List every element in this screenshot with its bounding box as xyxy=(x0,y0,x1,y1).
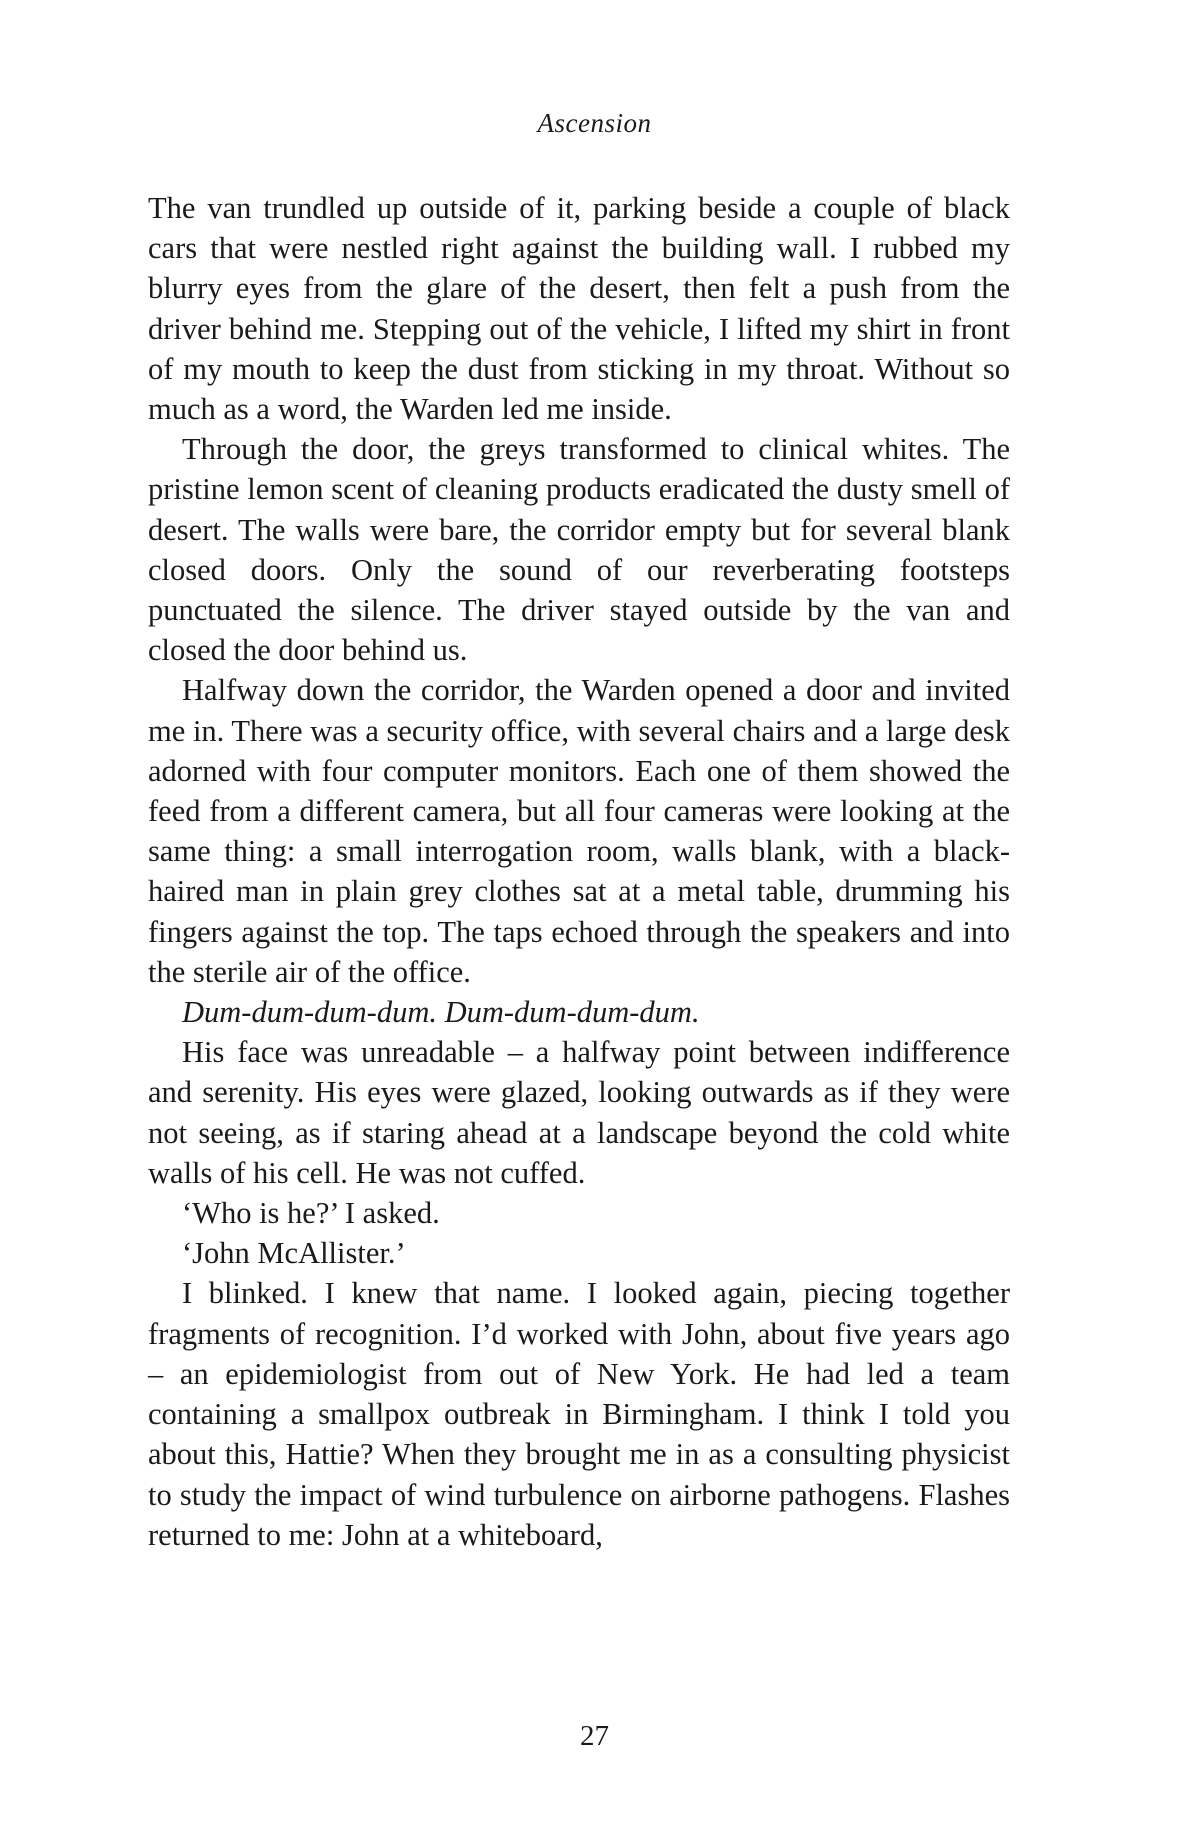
paragraph-van-arrival: The van trundled up outside of it, parking beside a couple of black cars that were nestled right against the building wall. I rubbed my blurry eyes from the glare of the desert, then felt a push from the driver behind me. Stepping out of the vehicle, I lifted my shirt in front of my mouth to keep the dust from sticking in my throat. Without so much as a word, the Warden led me inside. xyxy=(148,191,1010,427)
paragraph-drumming-sound: Dum-dum-dum-dum. Dum-dum-dum-dum. xyxy=(182,995,700,1030)
paragraph-recognition: I blinked. I knew that name. I looked again, piecing together fragments of recognition. I’d worked with John, about five years ago – an epidemiologist from out of New York. He had led a team containing a smallpox outbreak in Birmingham. I think I told you about this, Hattie? When they brought me in as a consulting physicist to study the impact of wind turbulence on airborne pathogens. Flashes returned to me: John at a whiteboard, xyxy=(148,1276,1010,1552)
paragraph-corridor: Through the door, the greys transformed to clinical whites. The pristine lemon scent of cleaning products eradicated the dusty smell of desert. The walls were bare, the corridor empty but for several blank closed doors. Only the sound of our reverberating footsteps punctuated the silence. The driver stayed outside by the van and closed the door behind us. xyxy=(148,432,1010,668)
page-number: 27 xyxy=(580,1720,609,1752)
paragraph-dialogue-question: ‘Who is he?’ I asked. xyxy=(182,1196,440,1231)
paragraph-security-office: Halfway down the corridor, the Warden opened a door and invited me in. There was a security office, with several chairs and a large desk adorned with four computer monitors. Each one of them showed the feed from a different camera, but all four cameras were looking at the same thing: a small interrogation room, walls blank, with a black-haired man in plain grey clothes sat at a metal table, drumming his fingers against the top. The taps echoed through the speakers and into the sterile air of the office. xyxy=(148,673,1010,989)
running-header-title: Ascension xyxy=(537,108,652,138)
paragraph-face-description: His face was unreadable – a halfway point between indifference and serenity. His eyes were glazed, looking outwards as if they were not seeing, as if staring ahead at a landscape beyond the cold white walls of his cell. He was not cuffed. xyxy=(148,1035,1010,1190)
paragraph-dialogue-answer: ‘John McAllister.’ xyxy=(182,1236,406,1271)
body-text xyxy=(148,188,1010,1555)
